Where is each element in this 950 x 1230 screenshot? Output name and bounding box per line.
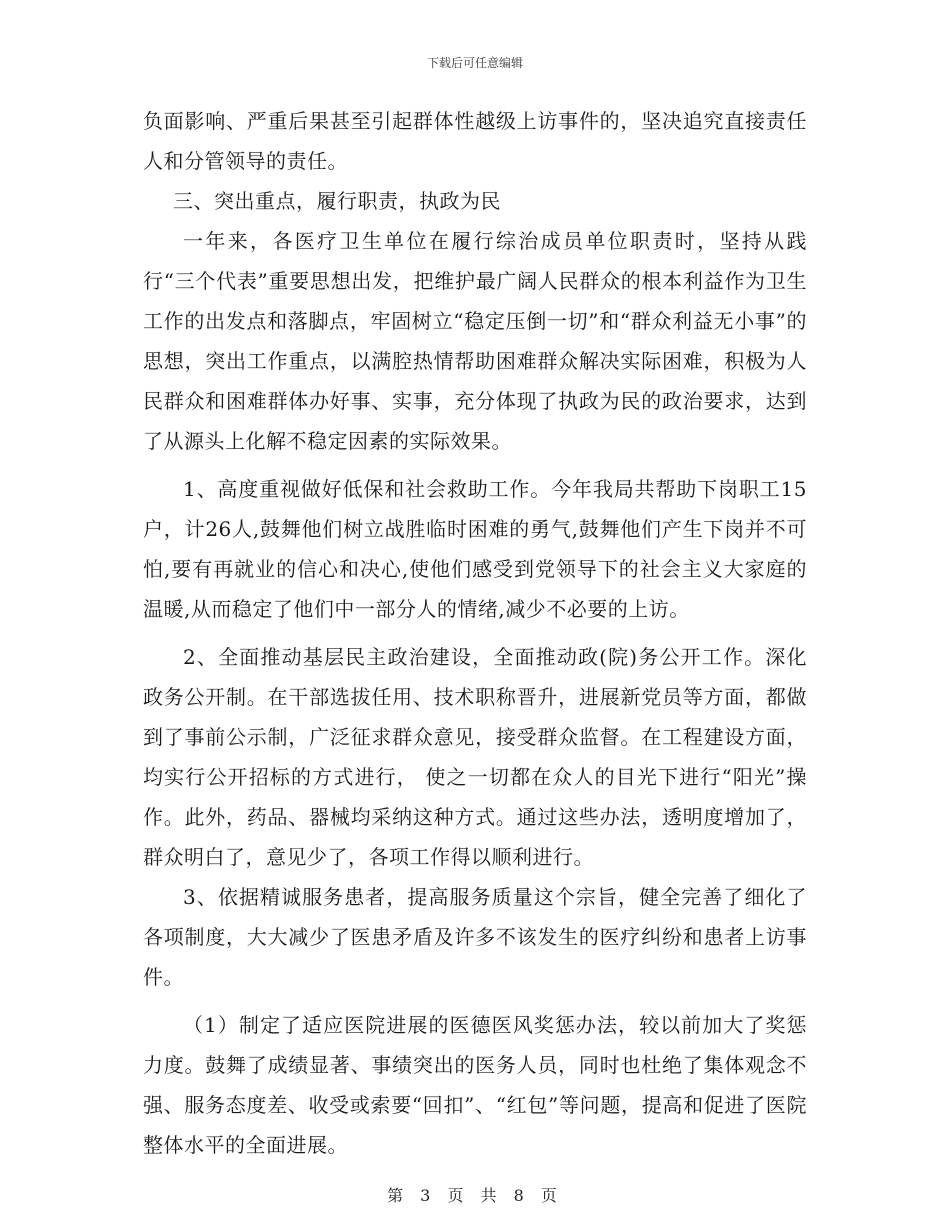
paragraph-item-3: 3、依据精诚服务患者，提高服务质量这个宗旨，健全完善了细化了各项制度，大大减少了医患矛盾及许多不该发生的医疗纠纷和患者上访事件。	[143, 885, 807, 989]
paragraph-intro: 一年来，各医疗卫生单位在履行综治成员单位职责时，坚持从践行“三个代表”重要思想出发，把维护最广阔人民群众的根本利益作为卫生工作的出发点和落脚点，牢固树立“稳定压倒一切”和“群众利益无小事”的思想，突出工作重点，以满腔热情帮助困难群众解决实际困难，积极为人民群众和困难群体办好事、实事，充分体现了执政为民的政治要求，达到了从源头上化解不稳定因素的实际效果。	[143, 229, 807, 453]
page-footer: 第 3 页 共 8 页	[387, 1186, 563, 1205]
paragraph-item-2: 2、全面推动基层民主政治建设，全面推动政(院)务公开工作。深化政务公开制。在干部选拔任用、技术职称晋升，进展新党员等方面，都做到了事前公示制，广泛征求群众意见，接受群众监督。在工程建设方面，均实行公开招标的方式进行， 使之一切都在众人的目光下进行“阳光”操作。此外，药品、器械均采纳这种方式。通过这些办法，透明度增加了，群众明白了，意见少了，各项工作得以顺利进行。	[143, 645, 807, 869]
page-header: 下载后可任意编辑	[426, 56, 523, 70]
paragraph-continuation: 负面影响、严重后果甚至引起群体性越级上访事件的，坚决追究直接责任人和分管领导的责任。	[143, 109, 807, 173]
document-body	[143, 101, 807, 1165]
paragraph-item-1: 1、高度重视做好低保和社会救助工作。今年我局共帮助下岗职工15户，计26人,鼓舞他们树立战胜临时困难的勇气,鼓舞他们产生下岗并不可怕,要有再就业的信心和决心,使他们感受到党领导下的社会主义大家庭的温暖,从而稳定了他们中一部分人的情绪,减少不必要的上访。	[143, 477, 807, 621]
section-heading: 三、突出重点，履行职责，执政为民	[173, 189, 501, 213]
paragraph-subitem-1: （1）制定了适应医院进展的医德医风奖惩办法，较以前加大了奖惩力度。鼓舞了成绩显著、事绩突出的医务人员，同时也杜绝了集体观念不强、服务态度差、收受或索要“回扣”、“红包”等问题，提高和促进了医院整体水平的全面进展。	[143, 1013, 807, 1157]
